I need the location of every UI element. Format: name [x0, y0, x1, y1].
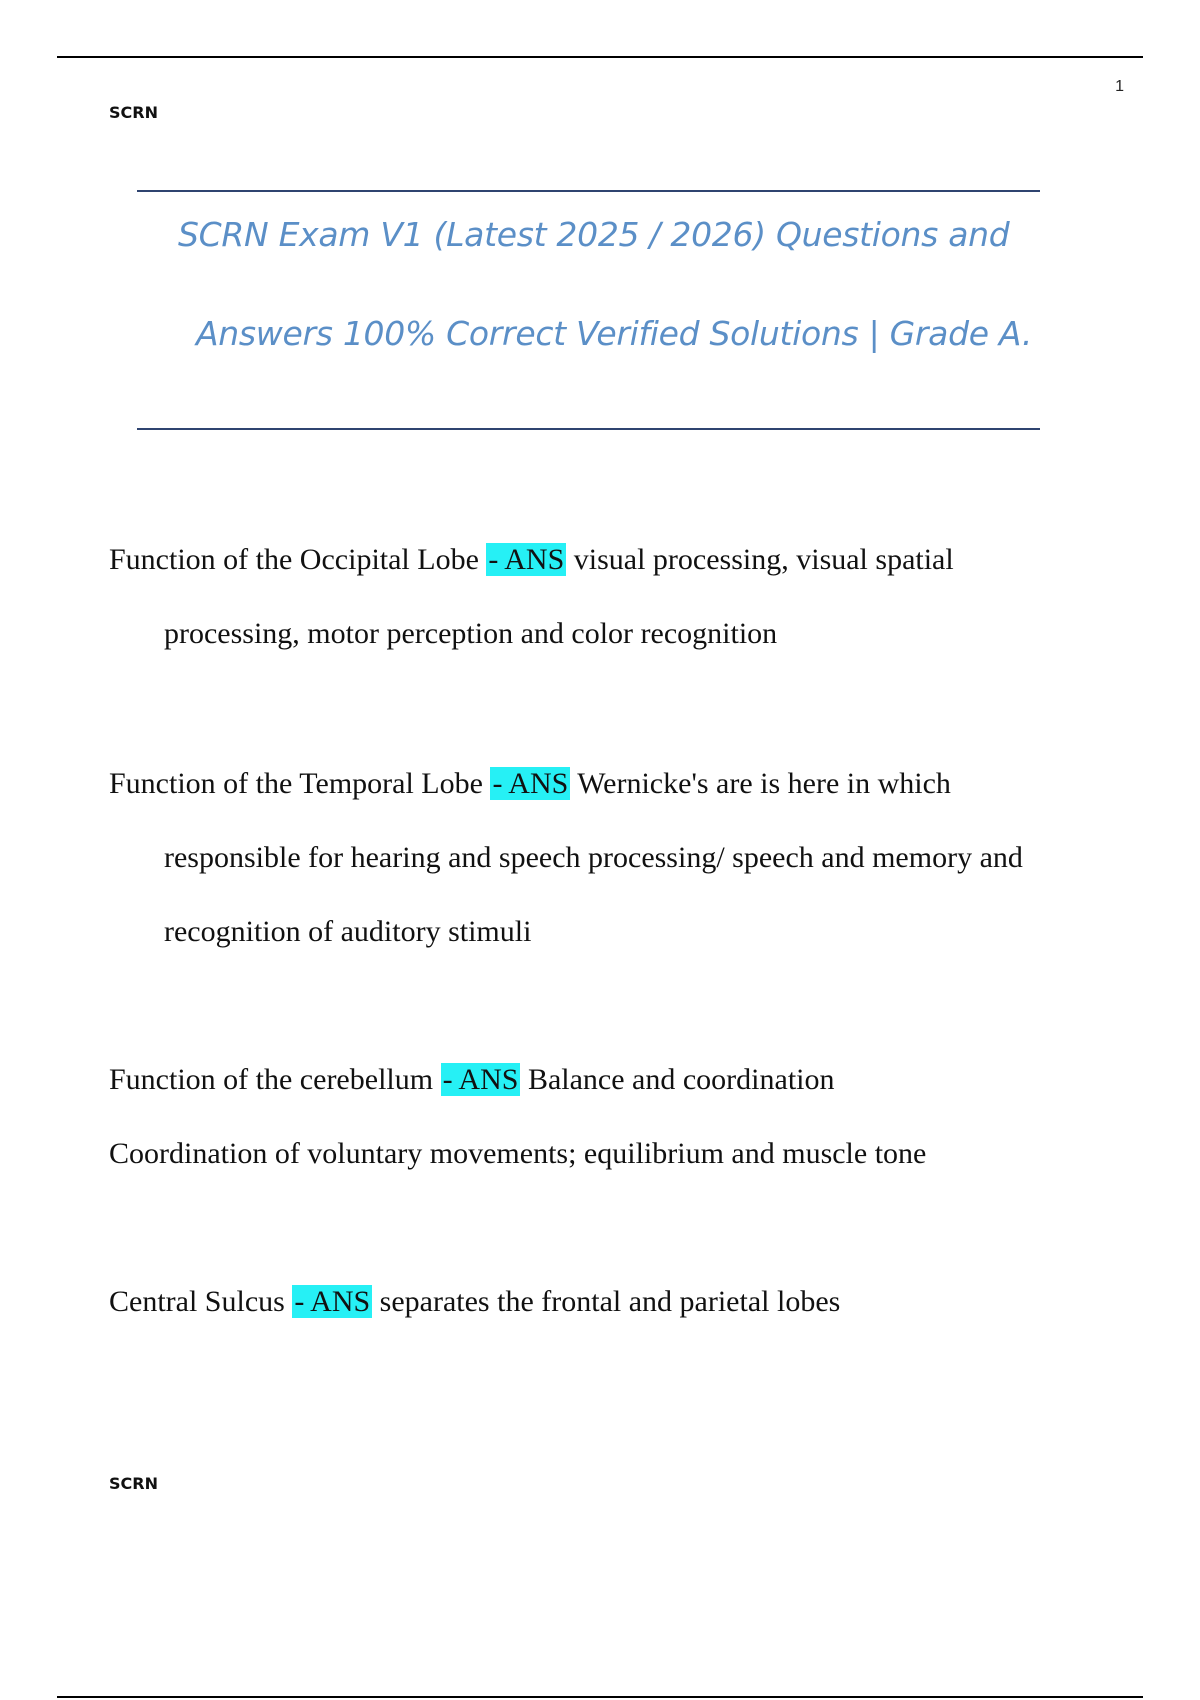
page-top-rule: [57, 56, 1143, 58]
qa-first-line: [109, 1265, 1109, 1339]
page-number: 1: [1115, 78, 1124, 95]
qa-item-cerebellum: [109, 1043, 1109, 1191]
answer-marker: - ANS: [492, 767, 569, 800]
answer-continuation: Coordination of voluntary movements; equilibrium and muscle tone: [109, 1137, 927, 1170]
answer-text: Wernicke's are is here in which: [570, 767, 951, 800]
page-bottom-rule: [57, 1696, 1143, 1698]
answer-continuation: processing, motor perception and color recognition: [164, 617, 778, 650]
answer-text: Balance and coordination: [520, 1063, 835, 1096]
answer-text: visual processing, visual spatial: [566, 543, 954, 576]
answer-text: separates the frontal and parietal lobes: [372, 1285, 841, 1318]
answer-continuation: responsible for hearing and speech processing/ speech and memory and: [164, 841, 1023, 874]
qa-item-occipital-lobe: [109, 523, 1109, 671]
answer-continuation: recognition of auditory stimuli: [164, 915, 532, 948]
header-label: SCRN: [109, 103, 158, 122]
qa-item-temporal-lobe: [109, 747, 1109, 969]
qa-first-line: [109, 747, 1109, 821]
qa-first-line: [109, 523, 1109, 597]
title-bottom-rule: [137, 428, 1040, 430]
answer-marker: - ANS: [294, 1285, 371, 1318]
document-title-line-2: Answers 100% Correct Verified Solutions | Grade A.: [196, 314, 1033, 353]
answer-marker: - ANS: [488, 543, 565, 576]
title-top-rule: [137, 190, 1040, 192]
question-text: Central Sulcus: [109, 1285, 293, 1318]
question-text: Function of the Temporal Lobe: [109, 767, 491, 800]
qa-item-central-sulcus: [109, 1265, 1109, 1339]
footer-label: SCRN: [109, 1474, 158, 1493]
question-text: Function of the cerebellum: [109, 1063, 441, 1096]
question-text: Function of the Occipital Lobe: [109, 543, 487, 576]
qa-first-line: [109, 1043, 1109, 1117]
answer-marker: - ANS: [442, 1063, 519, 1096]
document-title-line-1: SCRN Exam V1 (Latest 2025 / 2026) Questions and: [178, 215, 1010, 254]
